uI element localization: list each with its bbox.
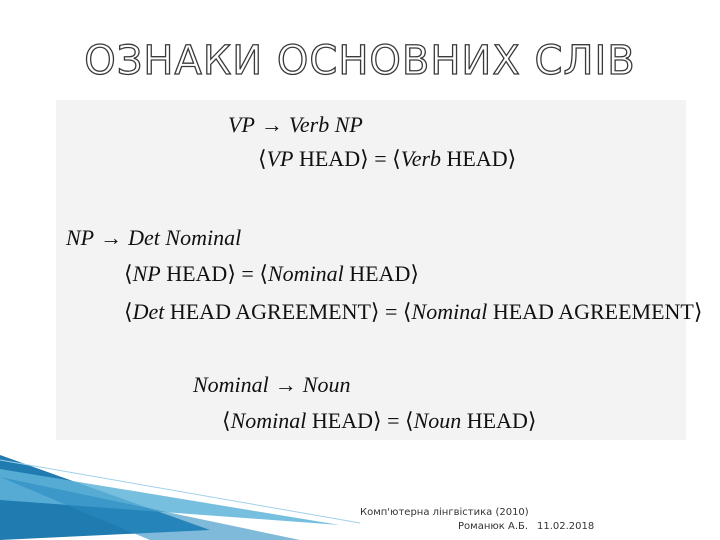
equals-sign: = <box>374 146 387 171</box>
right-angle-bracket: ⟩ <box>693 299 703 324</box>
equals-sign: = <box>387 408 400 433</box>
footer-date: 11.02.2018 <box>537 521 595 532</box>
right-angle-bracket: ⟩ <box>410 261 419 286</box>
rule-lhs: NP <box>66 225 95 250</box>
constraint-rhs-feature: HEAD <box>349 261 411 286</box>
constraint-rhs: Nominal <box>267 261 344 286</box>
left-angle-bracket: ⟨ <box>222 408 231 433</box>
right-angle-bracket: ⟩ <box>370 299 380 324</box>
right-angle-bracket: ⟩ <box>373 408 382 433</box>
decorative-wave <box>0 455 720 540</box>
constraint-lhs-feature: HEAD <box>311 408 373 433</box>
left-angle-bracket: ⟨ <box>392 146 401 171</box>
rule-lhs: VP <box>228 112 255 137</box>
constraint-lhs-feature: HEAD AGREEMENT <box>169 299 371 324</box>
footer-author: Романюк А.Б. <box>458 521 529 532</box>
constraint-np-head <box>124 261 419 287</box>
left-angle-bracket: ⟨ <box>402 299 412 324</box>
left-angle-bracket: ⟨ <box>405 408 414 433</box>
right-angle-bracket: ⟩ <box>507 146 517 171</box>
rule-rhs: Verb NP <box>288 112 363 137</box>
constraint-vp-head <box>258 146 516 172</box>
slide-title: ОЗНАКИ ОСНОВНИХ СЛІВ <box>84 38 636 84</box>
constraint-rhs-feature: HEAD AGREEMENT <box>492 299 694 324</box>
left-angle-bracket: ⟨ <box>259 261 268 286</box>
rule-arrow: → <box>260 112 283 137</box>
right-angle-bracket: ⟩ <box>227 261 236 286</box>
constraint-lhs: Det <box>132 299 165 324</box>
footer-course: Комп'ютерна лінгвістика (2010) <box>360 507 529 518</box>
constraint-rhs-feature: HEAD <box>466 408 528 433</box>
left-angle-bracket: ⟨ <box>124 299 133 324</box>
constraint-rhs-feature: HEAD <box>446 146 508 171</box>
constraint-lhs-feature: HEAD <box>298 146 361 171</box>
equals-sign: = <box>385 299 398 324</box>
rule-np <box>66 225 241 251</box>
constraint-rhs: Noun <box>413 408 462 433</box>
right-angle-bracket: ⟩ <box>527 408 537 433</box>
constraint-rhs: Nominal <box>411 299 488 324</box>
constraint-rhs: Verb <box>400 146 442 171</box>
constraint-lhs: Nominal <box>230 408 307 433</box>
left-angle-bracket: ⟨ <box>258 146 267 171</box>
rule-arrow: → <box>100 225 123 250</box>
rule-rhs: Noun <box>302 372 351 397</box>
constraint-lhs-feature: HEAD <box>166 261 228 286</box>
grammar-figure <box>56 100 703 440</box>
rule-nominal <box>193 372 350 398</box>
rule-vp <box>228 112 363 138</box>
constraint-det-agreement <box>124 299 702 325</box>
equals-sign: = <box>241 261 254 286</box>
rule-rhs: Det Nominal <box>128 225 242 250</box>
left-angle-bracket: ⟨ <box>124 261 133 286</box>
rule-arrow: → <box>274 372 297 397</box>
constraint-nominal-head <box>222 408 537 434</box>
rule-lhs: Nominal <box>193 372 269 397</box>
right-angle-bracket: ⟩ <box>360 146 369 171</box>
constraint-lhs: VP <box>266 146 294 171</box>
constraint-lhs: NP <box>132 261 161 286</box>
